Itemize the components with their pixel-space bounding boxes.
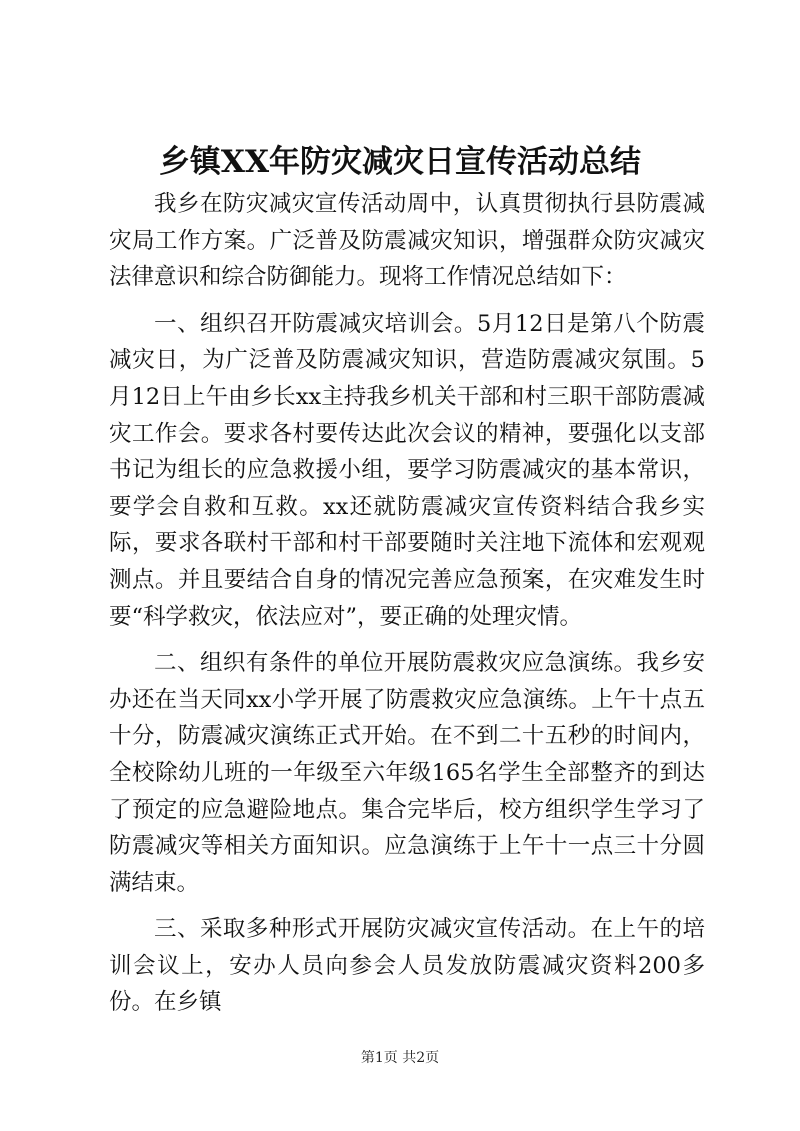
page-footer: 第1页 共2页 [360,1050,440,1066]
paragraph-section-2: 二、组织有条件的单位开展防震救灾应急演练。我乡安办还在当天同xx小学开展了防震救灾应急演练。上午十点五十分，防震减灾演练正式开始。在不到二十五秒的时间内，全校除幼儿班的一年级至六年级165名学生全部整齐的到达了预定的应急避险地点。集合完毕后，校方组织学生学习了防震减灾等相关方面知识。应急演练于上午十一点三十分圆满结束。 [109,650,705,896]
paragraph-section-3: 三、采取多种形式开展防灾减灾宣传活动。在上午的培训会议上，安办人员向参会人员发放防震减灾资料200多份。在乡镇 [109,916,705,1016]
paragraph-section-1: 一、组织召开防震减灾培训会。5月12日是第八个防震减灾日，为广泛普及防震减灾知识，营造防震减灾氛围。5月12日上午由乡长xx主持我乡机关干部和村三职干部防震减灾工作会。要求各村要传达此次会议的精神，要强化以支部书记为组长的应急救援小组，要学习防震减灾的基本常识，要学会自救和互救。xx还就防震减灾宣传资料结合我乡实际，要求各联村干部和村干部要随时关注地下流体和宏观观测点。并且要结合自身的情况完善应急预案，在灾难发生时要“科学救灾，依法应对”，要正确的处理灾情。 [109,310,705,630]
paragraph-intro: 我乡在防灾减灾宣传活动周中，认真贯彻执行县防震减灾局工作方案。广泛普及防震减灾知识，增强群众防灾减灾法律意识和综合防御能力。现将工作情况总结如下： [109,191,705,291]
document-title: 乡镇XX年防灾减灾日宣传活动总结 [158,144,642,180]
document-body [109,186,705,1031]
